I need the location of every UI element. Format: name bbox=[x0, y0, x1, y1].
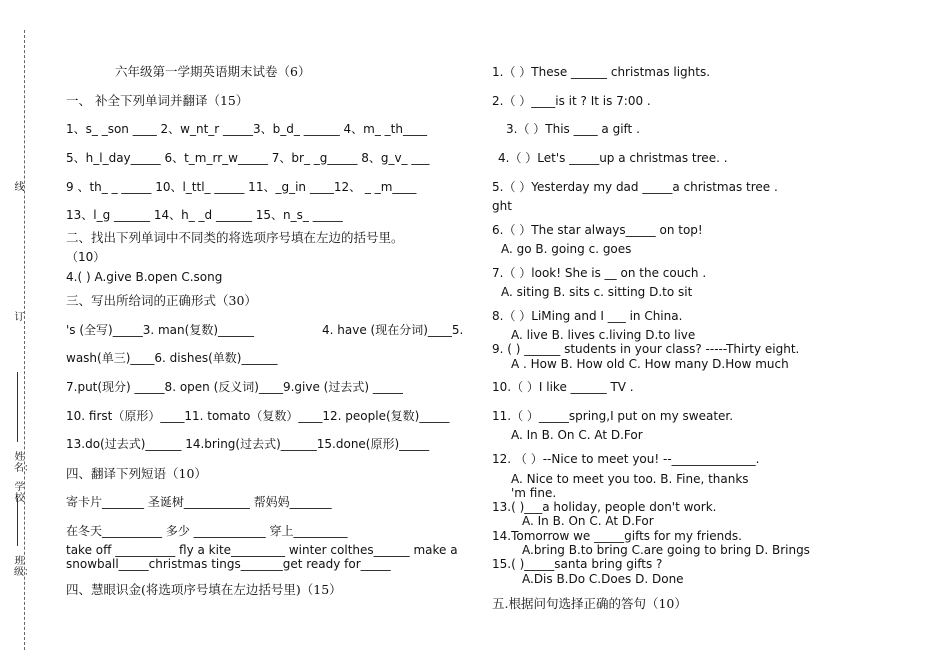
question-15: 15.( )_____santa bring gifts ? bbox=[492, 557, 663, 571]
question-15-options: A.Dis B.Do C.Does D. Done bbox=[522, 572, 684, 586]
question-13: 13.( )___a holiday, people don't work. bbox=[492, 500, 717, 514]
exam-title: 六年级第一学期英语期末试卷（6） bbox=[115, 64, 311, 79]
question-6: 6.（ ）The star always_____ on top! bbox=[492, 223, 703, 237]
name-label: 姓名： bbox=[14, 452, 34, 474]
question-12-options: A. Nice to meet you too. B. Fine, thanks bbox=[511, 472, 749, 486]
question-6-options: A. go B. going c. goes bbox=[501, 242, 632, 256]
school-blank bbox=[17, 498, 18, 546]
section-1-title: 一、 补全下列单词并翻译（15） bbox=[66, 93, 249, 108]
question-12: 12. （ ）--Nice to meet you! --______________. bbox=[492, 452, 760, 466]
section-4-line-4: snowball_____christmas tings_______get ready for_____ bbox=[66, 557, 391, 571]
binding-mark-ding: 订 bbox=[14, 312, 25, 323]
question-13-options: A. In B. On C. At D.For bbox=[522, 514, 654, 528]
question-14-options: A.bring B.to bring C.are going to bring D. Brings bbox=[522, 543, 810, 557]
section-2-points: （10） bbox=[66, 250, 106, 264]
question-8-options: A. live B. lives c.living D.to live bbox=[511, 328, 696, 342]
section-4-line-1: 寄卡片_______ 圣诞树___________ 帮妈妈_______ bbox=[66, 495, 332, 509]
section-2-q4: 4.( ) A.give B.open C.song bbox=[66, 270, 223, 284]
section-4-line-3: take off __________ fly a kite_________ winter colthes______ make a bbox=[66, 543, 458, 557]
section-5-right-title: 五.根据问句选择正确的答句（10） bbox=[492, 596, 687, 611]
question-1: 1.（ ）These ______ christmas lights. bbox=[492, 65, 711, 79]
section-1-line-4: 13、l_g ______ 14、h_ _d ______ 15、n_s_ _____ bbox=[66, 208, 343, 222]
binding-mark-line: 线 bbox=[14, 182, 25, 193]
class-label: 班级： bbox=[14, 556, 34, 578]
section-4-title: 四、翻译下列短语（10） bbox=[66, 466, 207, 481]
question-10: 10.（ ）I like ______ TV . bbox=[492, 380, 634, 394]
section-3-line-1b: 4. have (现在分词)____5. bbox=[322, 323, 464, 337]
section-3-title: 三、写出所给词的正确形式（30） bbox=[66, 293, 257, 308]
section-3-line-2: wash(单三)____6. dishes(单数)______ bbox=[66, 351, 278, 365]
section-3-line-5: 13.do(过去式)______ 14.bring(过去式)______15.done(原形)_____ bbox=[66, 437, 430, 451]
question-7-options: A. siting B. sits c. sitting D.to sit bbox=[501, 285, 693, 299]
section-3-line-4: 10. first（原形）____11. tomato（复数）____12. people(复数)_____ bbox=[66, 409, 450, 423]
section-3-line-3: 7.put(现分) _____8. open (反义词)____9.give (过去式) _____ bbox=[66, 380, 403, 394]
section-2-title: 二、找出下列单词中不同类的将选项序号填在左边的括号里。 bbox=[66, 230, 404, 245]
question-12-tail: 'm fine. bbox=[511, 486, 557, 500]
section-4-line-2: 在冬天__________ 多少 ____________ 穿上_________ bbox=[66, 524, 348, 538]
question-8: 8.（ ）LiMing and I ___ in China. bbox=[492, 309, 683, 323]
question-5: 5.（ ）Yesterday my dad _____a christmas tree . bbox=[492, 180, 778, 194]
question-2: 2.（ ）____is it ? It is 7:00 . bbox=[492, 94, 651, 108]
question-14: 14.Tomorrow we _____gifts for my friends. bbox=[492, 529, 742, 543]
question-4: 4.（ ）Let's _____up a christmas tree. . bbox=[498, 151, 728, 165]
school-label: 学校 bbox=[14, 482, 25, 504]
question-9: 9. ( ) ______ students in your class? -----Thirty eight. bbox=[492, 342, 800, 356]
section-1-line-3: 9 、th_ _ _____ 10、l_ttl_ _____ 11、_g_in ____12、 _ _m____ bbox=[66, 180, 417, 194]
section-3-line-1a: 's (全写)_____3. man(复数)______ bbox=[66, 323, 255, 337]
question-11-options: A. In B. On C. At D.For bbox=[511, 428, 643, 442]
section-1-line-1: 1、s_ _son ____ 2、w_nt_r _____3、b_d_ ______ 4、m_ _th____ bbox=[66, 122, 427, 136]
name-blank bbox=[17, 372, 18, 442]
question-9-options: A . How B. How old C. How many D.How much bbox=[511, 357, 789, 371]
question-11: 11.（ ）_____spring,I put on my sweater. bbox=[492, 409, 734, 423]
question-7: 7.（ ）look! She is __ on the couch . bbox=[492, 266, 707, 280]
section-5-title: 四、慧眼识金(将选项序号填在左边括号里)（15） bbox=[66, 582, 342, 597]
question-5-tail: ght bbox=[492, 199, 512, 213]
section-1-line-2: 5、h_l_day_____ 6、t_m_rr_w_____ 7、br_ _g_____ 8、g_v_ ___ bbox=[66, 151, 430, 165]
question-3: 3.（ ）This ____ a gift . bbox=[506, 122, 640, 136]
